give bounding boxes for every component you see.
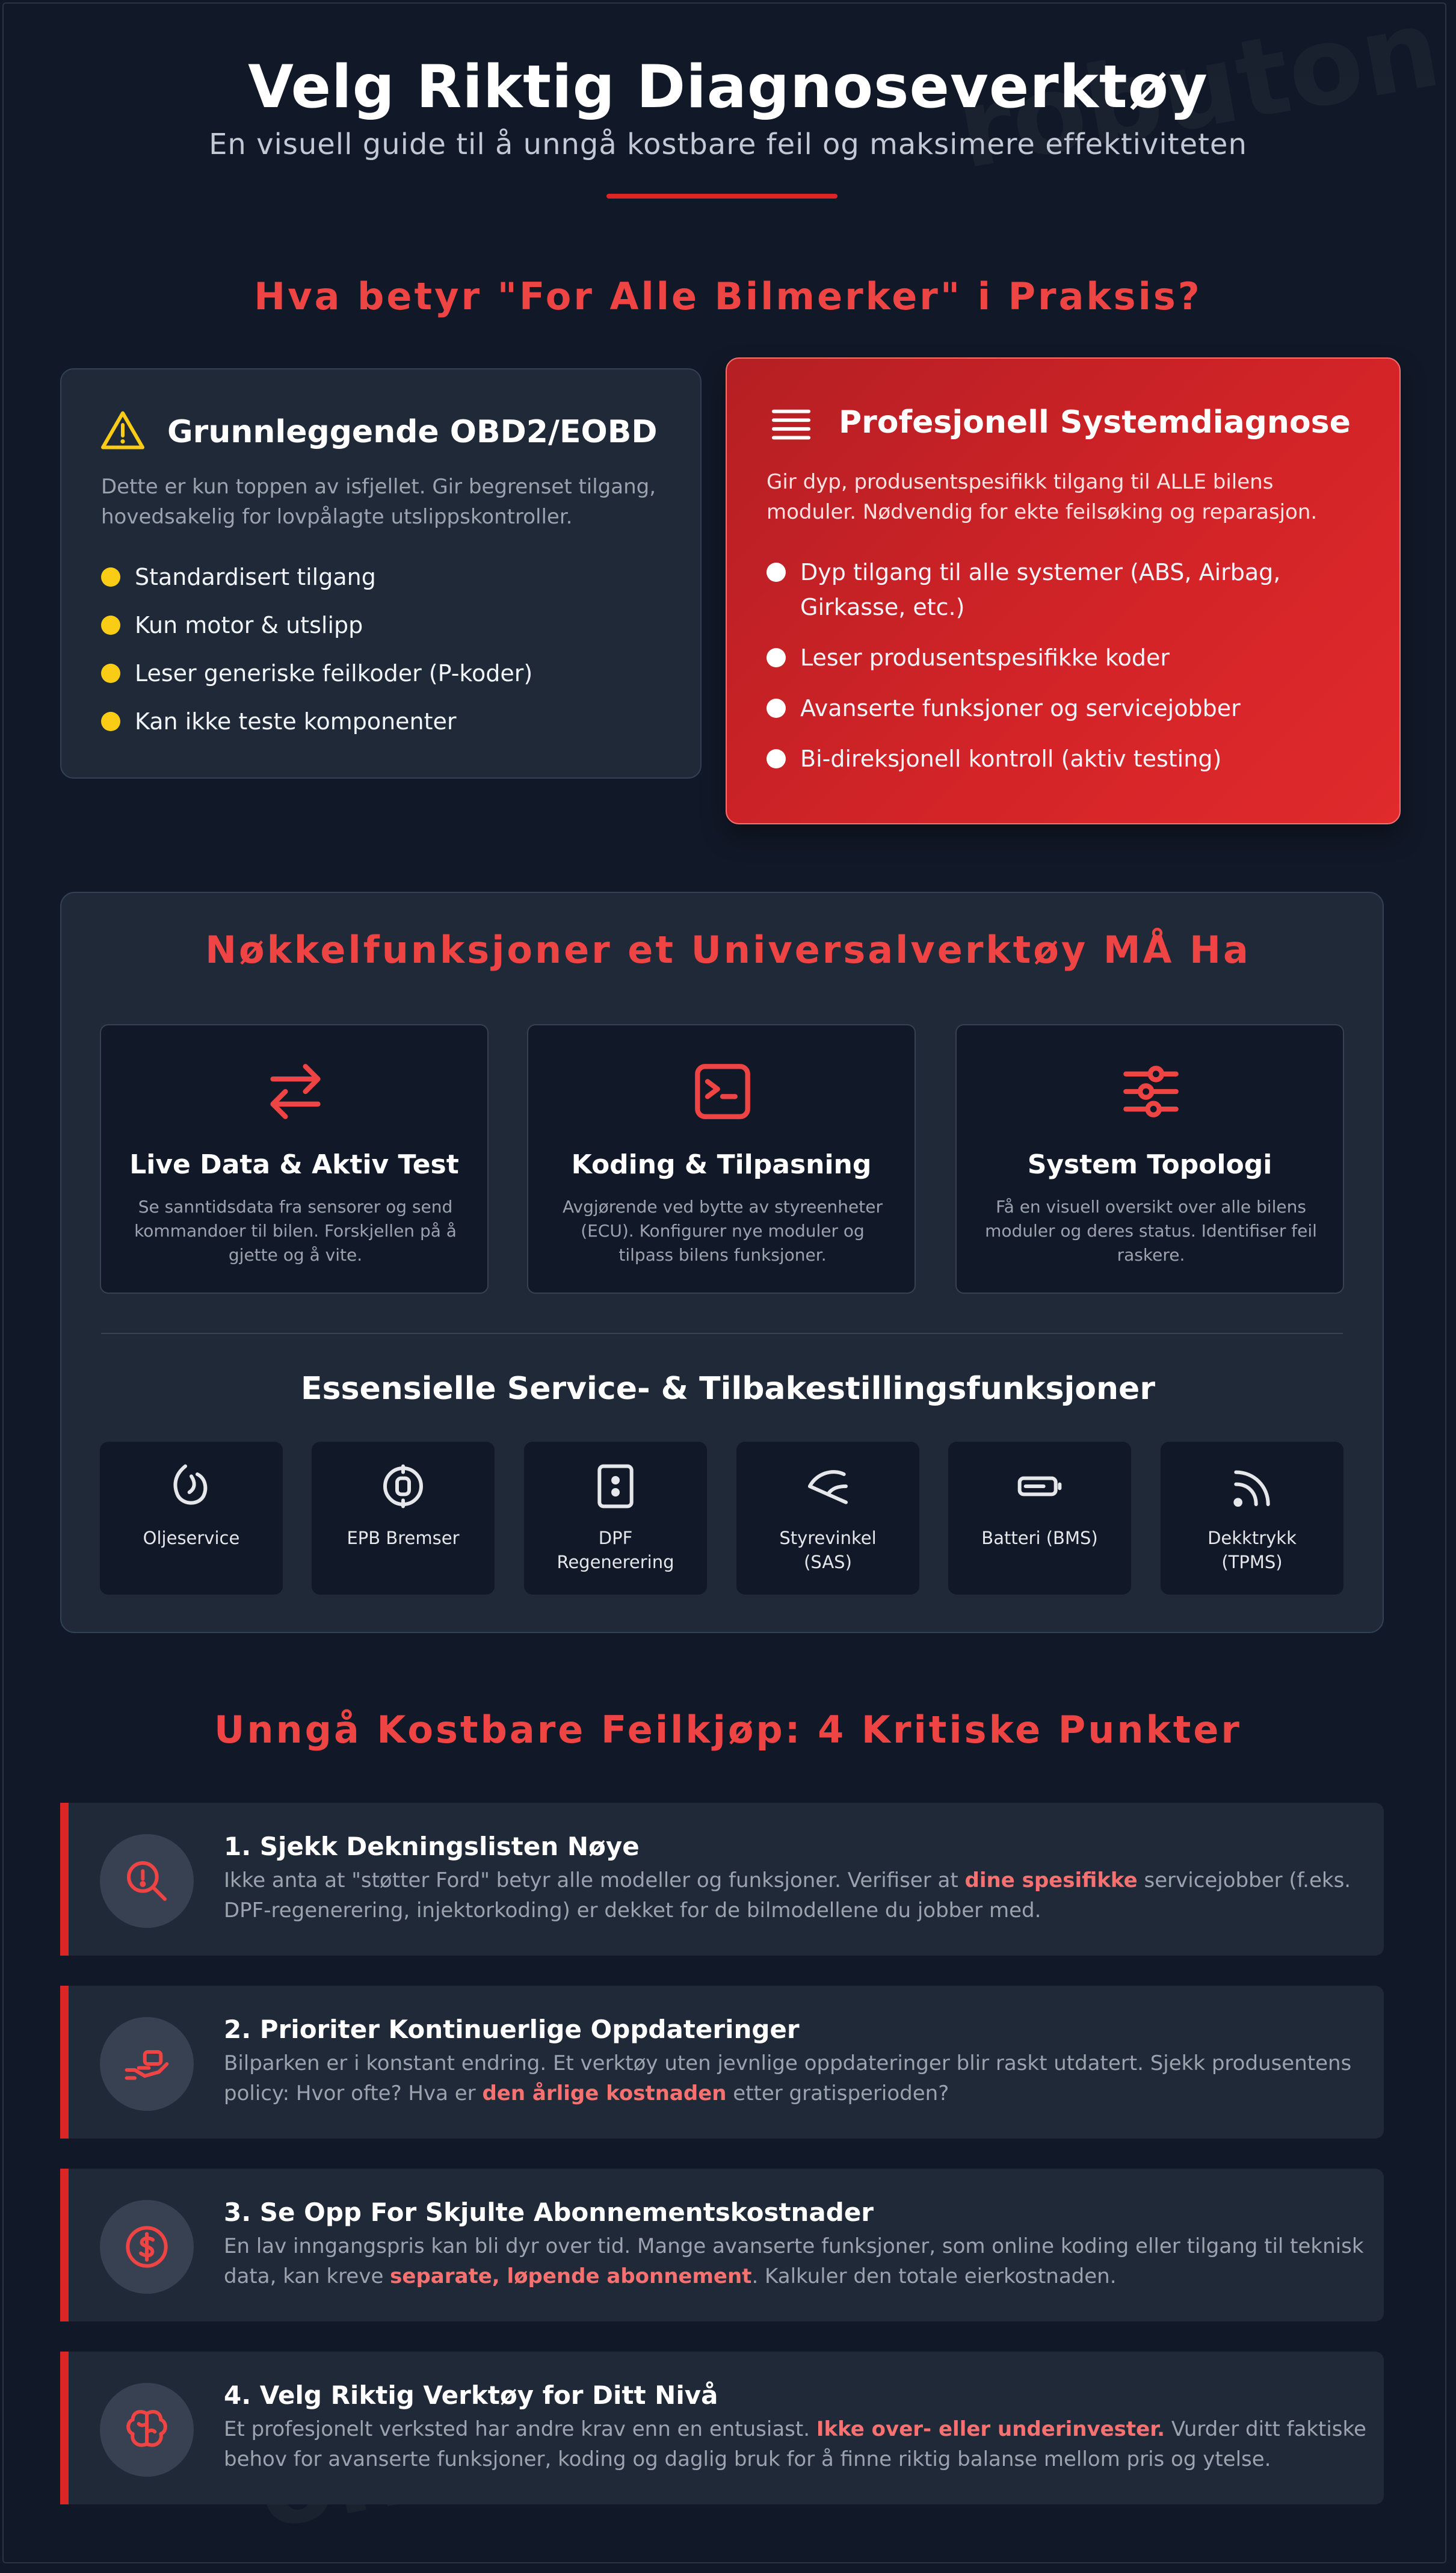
battery-icon — [1016, 1462, 1064, 1510]
point-icon-circle — [100, 1834, 194, 1928]
bullet-text: Kun motor & utslipp — [135, 612, 363, 638]
tire-pressure-signal-icon — [1228, 1462, 1276, 1510]
bullet-text: Leser generiske feilkoder (P-koder) — [135, 660, 533, 687]
bullet-text: Standardisert tilgang — [135, 564, 376, 590]
oil-drop-icon — [167, 1462, 215, 1510]
point-title: 2. Prioriter Kontinuerlige Oppdateringer — [224, 2015, 800, 2044]
card-basic-obd2 — [60, 368, 702, 779]
service-label: Batteri (BMS) — [981, 1528, 1098, 1548]
service-tpms — [1161, 1442, 1343, 1595]
point-card-3 — [60, 2169, 1384, 2321]
bullet-dot — [101, 567, 120, 587]
service-label: Styrevinkel (SAS) — [779, 1528, 877, 1572]
service-sas — [736, 1442, 919, 1595]
page-title: Velg Riktig Diagnoseverktøy — [248, 53, 1208, 122]
card-pro-diagnosis — [726, 357, 1401, 824]
bullet-item — [767, 640, 1344, 675]
filter-icon — [591, 1462, 640, 1510]
service-label: DPF Regenerering — [557, 1528, 674, 1572]
bullet-dot — [767, 648, 786, 667]
point-card-4 — [60, 2352, 1384, 2504]
card-basic-title: Grunnleggende OBD2/EOBD — [167, 414, 658, 450]
point-text — [224, 2048, 1367, 2108]
service-label: Oljeservice — [143, 1528, 240, 1548]
search-alert-icon — [123, 1857, 171, 1905]
body-text: etter gratisperioden? — [726, 2081, 949, 2105]
bullet-item — [101, 560, 679, 595]
steering-angle-icon — [804, 1462, 852, 1510]
feature-description: Avgjørende ved bytte av styreenheter (ECU). Konfigurer nye moduler og tilpass bilens funksjoner. — [563, 1197, 883, 1265]
bullet-text: Bi-direksjonell kontroll (aktiv testing) — [800, 746, 1222, 772]
bullet-text: Kan ikke teste komponenter — [135, 708, 457, 735]
bullet-item — [101, 704, 679, 739]
feature-description: Se sanntidsdata fra sensorer og send kommandoer til bilen. Forskjellen på å gjette og å vite. — [134, 1197, 457, 1265]
feature-title: System Topologi — [1027, 1149, 1272, 1180]
body-text: Vurder ditt faktiske behov for avanserte funksjoner, koding og daglig bruk for å finne riktig balanse mellom pris og ytelse. — [224, 2417, 1366, 2471]
terminal-icon — [693, 1061, 753, 1122]
feature-card-live-data — [100, 1024, 489, 1294]
services-title: Essensielle Service- & Tilbakestillingsfunksjoner — [301, 1371, 1155, 1407]
card-basic-description: Dette er kun toppen av isfjellet. Gir begrenset tilgang, hovedsakelig for lovpålagte utslippskontroller. — [101, 475, 656, 529]
bullet-item — [101, 656, 679, 691]
feature-card-topology — [955, 1024, 1344, 1294]
bullet-item — [767, 555, 1344, 625]
point-card-1 — [60, 1803, 1384, 1956]
point-icon-circle — [100, 2383, 194, 2477]
bullet-text: Dyp tilgang til alle systemer (ABS, Airbag, Girkasse, etc.) — [800, 559, 1281, 620]
service-oil — [100, 1442, 283, 1595]
warning-triangle-icon — [101, 410, 144, 450]
point-title: 4. Velg Riktig Verktøy for Ditt Nivå — [224, 2380, 718, 2410]
bullet-dot — [101, 664, 120, 683]
body-text: servicejobber (f.eks. DPF-regenerering, injektorkoding) er dekket for de bilmodellene du jobber med. — [224, 1868, 1351, 1923]
point-icon-circle — [100, 2200, 194, 2294]
point-icon-circle — [100, 2017, 194, 2111]
arrows-exchange-icon — [265, 1061, 325, 1122]
service-label: EPB Bremser — [347, 1528, 460, 1548]
bullet-item — [101, 608, 679, 643]
service-label: Dekktrykk (TPMS) — [1208, 1528, 1297, 1572]
highlight-text: separate, løpende abonnement — [390, 2264, 752, 2288]
bullet-dot — [101, 616, 120, 635]
body-text: . Kalkuler den totale eierkostnaden. — [751, 2264, 1117, 2288]
brain-icon — [123, 2406, 171, 2454]
card-pro-title: Profesjonell Systemdiagnose — [839, 404, 1351, 440]
bullet-dot — [767, 699, 786, 718]
body-text: Bilparken er i konstant endring. Et verktøy uten jevnlige oppdateringer blir raskt utdatert. Sjekk produsentens policy: Hvor ofte? Hva er — [224, 2051, 1352, 2105]
brake-disc-icon — [379, 1462, 427, 1510]
point-text — [224, 2231, 1367, 2291]
body-text: En lav inngangspris kan bli dyr over tid. Mange avanserte funksjoner, som online koding eller tilgang til teknisk data, kan kreve — [224, 2234, 1364, 2288]
feature-title: Koding & Tilpasning — [571, 1149, 872, 1180]
service-epb — [312, 1442, 495, 1595]
point-title: 1. Sjekk Dekningslisten Nøye — [224, 1832, 640, 1861]
title-divider — [606, 194, 838, 199]
panel-divider — [101, 1333, 1343, 1334]
bullet-item — [767, 741, 1344, 776]
feature-description: Få en visuell oversikt over alle bilens moduler og deres status. Identifiser feil raskere. — [985, 1197, 1317, 1265]
sliders-icon — [1121, 1061, 1181, 1122]
highlight-text: den årlige kostnaden — [482, 2081, 727, 2105]
point-title: 3. Se Opp For Skjulte Abonnementskostnader — [224, 2198, 874, 2227]
server-stack-icon — [770, 406, 812, 445]
highlight-text: Ikke over- eller underinvester. — [816, 2417, 1165, 2441]
point-text — [224, 2414, 1367, 2474]
point-card-2 — [60, 1986, 1384, 2139]
section-title-key-features: Nøkkelfunksjoner et Universalverktøy MÅ Ha — [205, 928, 1251, 972]
section-title-critical-points: Unngå Kostbare Feilkjøp: 4 Kritiske Punkter — [214, 1708, 1242, 1752]
page-subtitle: En visuell guide til å unngå kostbare feil og maksimere effektiviteten — [209, 128, 1247, 161]
body-text: Et profesjonelt verksted har andre krav enn en entusiast. — [224, 2417, 816, 2441]
service-dpf — [524, 1442, 707, 1595]
bullet-text: Leser produsentspesifikke koder — [800, 644, 1170, 671]
service-battery — [948, 1442, 1131, 1595]
hand-coin-icon — [123, 2040, 171, 2088]
dollar-coin-icon — [123, 2223, 171, 2271]
feature-title: Live Data & Aktiv Test — [129, 1149, 459, 1180]
bullet-dot — [767, 563, 786, 582]
feature-card-coding — [527, 1024, 916, 1294]
bullet-item — [767, 691, 1344, 726]
body-text: Ikke anta at "støtter Ford" betyr alle modeller og funksjoner. Verifiser at — [224, 1868, 965, 1892]
highlight-text: dine spesifikke — [964, 1868, 1138, 1892]
bullet-dot — [101, 712, 120, 731]
bullet-dot — [767, 749, 786, 768]
section-title-comparison: Hva betyr "For Alle Bilmerker" i Praksis? — [254, 274, 1202, 318]
point-text — [224, 1865, 1367, 1926]
bullet-text: Avanserte funksjoner og servicejobber — [800, 695, 1241, 721]
card-pro-description: Gir dyp, produsentspesifikk tilgang til ALLE bilens moduler. Nødvendig for ekte feilsøking og reparasjon. — [767, 470, 1318, 524]
